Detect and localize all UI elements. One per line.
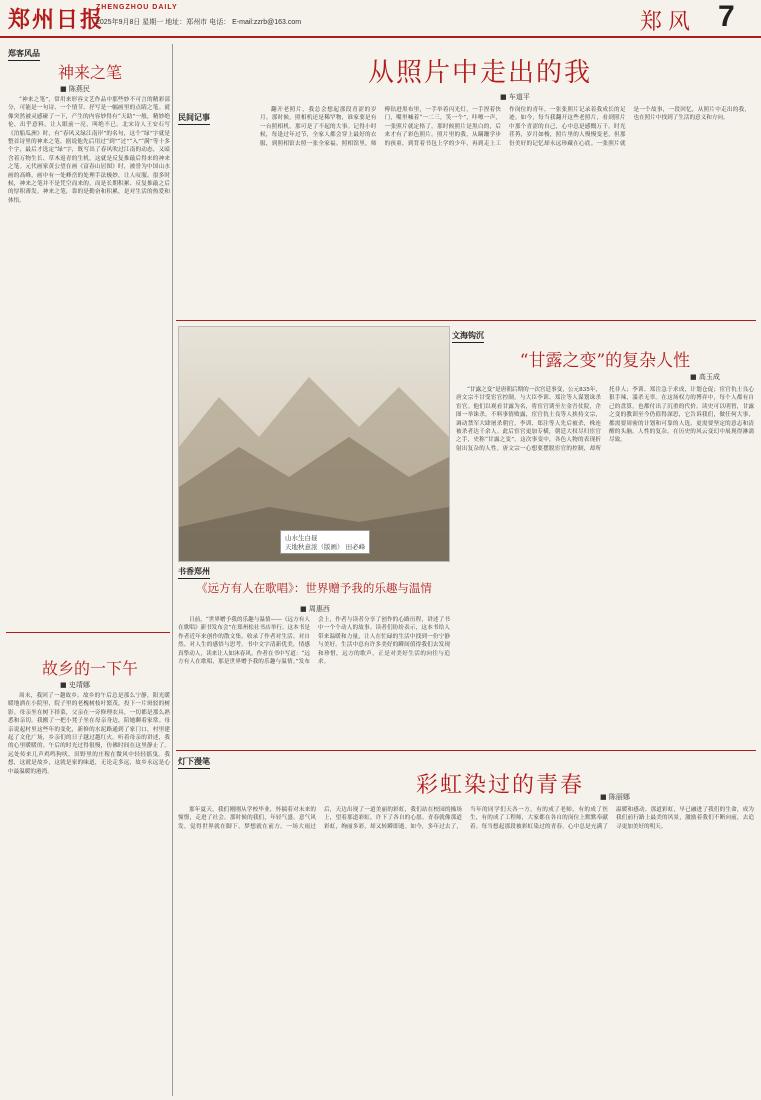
column-divider [172,44,173,1096]
article-headline: 从照片中走出的我 [367,58,592,88]
section-divider [176,750,756,751]
article-byline: ■ 周惠西 [300,605,330,613]
article-kicker: 书香郑州 [178,566,210,579]
article-byline: ■ 车道平 [500,93,530,101]
masthead [0,0,761,38]
newspaper-logo: 郑州日报 [8,7,105,33]
article-body: 日前，“世界赠予我的乐趣与温情——《远方有人在歌唱》新书发布会”在郑州松社书店举行。这本书是作者近年来创作的散文集，收录了作者对生活、对自然、对人生的感悟与思考。书中文字清新优美，情感真挚动人，读来让人如沐春风。作者在书中写道：“远方有人在歌唱，那是世界赠予我的乐趣与温情。”发布会上，作者与读者分享了创作的心路历程，讲述了书中一个个动人的故事。读者们纷纷表示，这本书给人带来温暖和力量，让人在忙碌的生活中找到一份宁静与美好。生活中总有许多美好的瞬间值得我们去发现和珍惜，远方的歌声，正是对美好生活的向往与追求。 [178,617,450,666]
article-body: 那年夏天，我们刚刚从学校毕业，怀揣着对未来的憧憬，走进了社会。那时候的我们，年轻气盛，意气风发，觉得世界就在脚下，梦想就在前方。一场大雨过后，天边出现了一道美丽的彩虹，我们站在校园的操场上，望着那道彩虹，许下了各自的心愿。青春就像那道彩虹，绚丽多彩，却又转瞬即逝。如今，多年过去了，当年的同学们天各一方，有的成了老师，有的成了医生，有的成了工程师，大家都在各自的岗位上默默奉献着。每当想起那段被彩虹染过的青春，心中总是充满了温暖和感动。那道彩虹，早已融进了我们的生命，成为我们前行路上最美的风景，激励着我们不断向前，去追寻更加美好的明天。 [178,807,754,830]
article-kicker: 灯下漫笔 [178,756,210,769]
article-byline: ■ 史靖娜 [60,681,90,689]
article-byline: ■ 陈燕民 [60,85,90,93]
landscape-image [179,327,449,561]
section-divider [6,632,170,633]
article-body: “甘露之变”是唐朝后期的一次宫廷事变，公元835年，唐文宗不甘受宦官控制，与大臣李训、郑注等人谋划诛杀宦官。他们以观看甘露为名，将宦官诱至左金吾仗院，企图一举诛杀。不料事情败露，宦官仇士良等人挟持文宗，调动禁军大肆屠杀朝官，李训、郑注等人先后被杀，株连被杀者达千余人。此后宦官更加专横，朝廷大权尽归宦官之手，史称“甘露之变”。这次事变中，各色人物的表现折射出复杂的人性。唐文宗一心想要摆脱宦官的控制，却所托非人；李训、郑注急于求成，计划仓促；宦官仇士良心狠手辣，滥杀无辜。在这场权力的博弈中，每个人都有自己的盘算，也都付出了沉重的代价。读史可以明智，甘露之变的教训至今仍值得深思，它告诉我们，做任何大事，都需要周密的计划和可靠的人选，更需要坚定的意志和清醒的头脑。人性的复杂，在历史的风云变幻中展现得淋漓尽致。 [456,387,754,452]
article-kicker: 郑客风品 [8,48,40,61]
article-headline: “甘露之变”的复杂人性 [519,351,691,371]
section-name: 郑风 [640,10,697,35]
section-divider [176,320,756,321]
article-kicker: 民间记事 [178,112,210,125]
woodcut-photo [178,326,450,562]
article-headline: 《远方有人在歌唱》：世界赠予我的乐趣与温情 [196,581,432,595]
article-headline: 彩虹染过的青春 [415,773,584,798]
newspaper-english-name: ZHENGZHOU DAILY [96,4,178,11]
article-body: 周末，我回了一趟故乡。故乡的午后总是那么宁静，阳光暖暖地洒在小院里，院子里的老槐树枝叶繁茂，投下一片斑驳的树影。母亲坐在树下择菜，父亲在一旁修理农具，一切都是那么熟悉和亲切。我搬了一把小凳子坐在母亲身边，陪她聊着家常。母亲说起村里这些年的变化，新修的水泥路通到了家门口，村里建起了文化广场，乡亲们的日子越过越红火。听着母亲的讲述，我的心里暖暖的。午后的时光过得很慢，仿佛时间在这里静止了。远处传来几声鸡鸣狗吠，田野里的庄稼在微风中轻轻摇曳。我想，这就是故乡，这就是家的味道，无论走多远，故乡永远是心中最温暖的港湾。 [8,693,170,775]
issue-info: 2025年9月8日 星期一 地址：郑州市 电话： E-mail:zzrb@163.com [96,19,302,26]
photo-caption: 山水生白昼 天地秋意浓（版画） 田必峰 [280,530,370,554]
article-kicker: 文海钩沉 [452,330,484,343]
article-headline: 神来之笔 [57,63,122,82]
article-byline: ■ 陈丽娜 [600,793,630,801]
article-byline: ■ 高玉成 [690,373,720,381]
article-body: 翻开老照片，我总会想起那段青涩的岁月。那时候，照相机还是稀罕物，谁家要是有一台照相机，那可是了不起的大事。记得小时候，每逢过年过节，全家人都会穿上最好的衣服，到照相馆去照一张全家福。照相馆里，师傅钻进黑布里，一手举着闪光灯，一手捏着快门，嘴里喊着“一二三，笑一个”，咔嚓一声，一张照片就定格了。那时候照片是黑白的，后来才有了彩色照片。照片里的我，从蹒跚学步的孩童，到背着书包上学的少年，再到走上工作岗位的青年，一张张照片记录着我成长的足迹。如今，每当我翻开这些老照片，看到照片中那个青涩的自己，心中总是感慨万千。时光荏苒，岁月如梭，照片里的人慢慢变老，但那份美好的记忆却永远珍藏在心底。一张照片就是一个故事，一段回忆，从照片中走出的我，也在照片中找到了生活的意义和方向。 [260,107,750,147]
article-body: “神来之笔”，常用来形容文艺作品中那些妙不可言的精彩部分，可能是一句诗、一个情节、抒写是一幅画里的点睛之笔。就像突然被灵感碰了一下，产生的内容妙得有“天助”一般，精妙绝伦，出乎意料，让人眼前一亮，叫绝不已。北宋诗人王安石写《泊船瓜洲》时，有“春风又绿江南岸”的名句，这个“绿”字就是整首诗里的神来之笔。据说他先后用过“到”“过”“入”“满”等十多个字，最后才选定“绿”字，既写出了春风吹过江南的动态，又暗含着万物生长、草木返青的生机，这就是反复推敲后得来的神来之笔。元代画家黄公望在画《富春山居图》时，被誉为中国山水画的高峰，画中有一处峰峦的处理手法极妙，让人叹服。很多时候，神来之笔并不是凭空而来的，而是长期积累、反复推敲之后的厚积薄发。神来之笔，靠的是勤奋和积累，是对生活的热爱和体悟。 [8,97,170,204]
article-headline: 故乡的一下午 [41,659,138,678]
page-number: 7 [718,0,735,33]
